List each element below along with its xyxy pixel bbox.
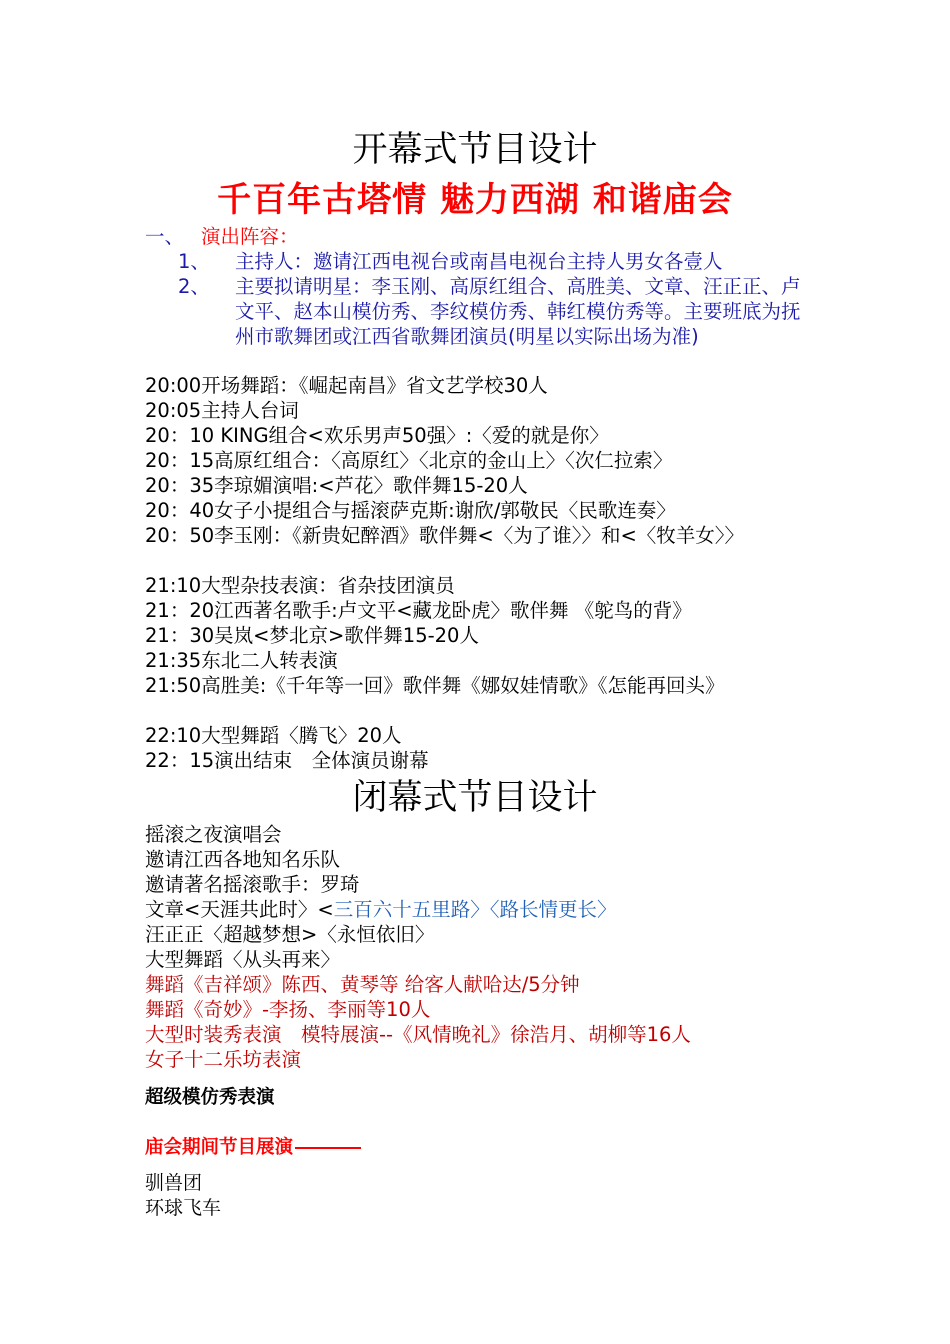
temple-fair-item: 驯兽团 <box>145 1172 203 1194</box>
super-imitation-show: 超级模仿秀表演 <box>145 1087 275 1108</box>
lineup-item-number: 2、 <box>178 275 210 298</box>
temple-fair-heading-text: 庙会期间节目展演 <box>145 1137 294 1158</box>
closing-line-wenzhang <box>145 897 616 922</box>
closing-line: 摇滚之夜演唱会 <box>145 823 282 846</box>
schedule-line: 22：15演出结束 全体演员谢幕 <box>145 749 429 772</box>
wenzhang-prefix: 文章<天涯共此时〉< <box>145 898 334 921</box>
schedule-line: 21:35东北二人转表演 <box>145 649 338 672</box>
section-label: 演出阵容： <box>201 225 299 248</box>
schedule-line: 20:00开场舞蹈：《崛起南昌》省文艺学校30人 <box>145 374 548 397</box>
schedule-line: 20：50李玉刚：《新贵妃醉酒》歌伴舞<〈为了谁〉〉和<〈牧羊女〉〉 <box>145 524 745 547</box>
closing-red-line: 舞蹈《奇妙》-李扬、李丽等10人 <box>145 998 431 1021</box>
closing-line: 邀请江西各地知名乐队 <box>145 848 341 871</box>
opening-subtitle: 千百年古塔情 魅力西湖 和谐庙会 <box>217 180 733 220</box>
section-heading <box>145 224 299 249</box>
schedule-line: 20：35李琼媚演唱:<芦花〉歌伴舞15-20人 <box>145 474 528 497</box>
temple-fair-item: 环球飞车 <box>145 1197 222 1219</box>
temple-fair-heading <box>145 1135 361 1160</box>
schedule-line: 21：30吴岚<梦北京>歌伴舞15-20人 <box>145 624 479 647</box>
schedule-line: 20:05主持人台词 <box>145 399 299 422</box>
closing-red-line: 女子十二乐坊表演 <box>145 1048 302 1071</box>
schedule-line: 20：40女子小提组合与摇滚萨克斯:谢欣/郭敬民〈民歌连奏〉 <box>145 499 676 522</box>
wenzhang-songs: 三百六十五里路〉〈路长情更长〉 <box>333 898 617 921</box>
closing-line: 大型舞蹈〈从头再来〉 <box>145 948 341 971</box>
opening-title: 开幕式节目设计 <box>352 130 598 170</box>
schedule-line: 22:10大型舞蹈〈腾飞〉20人 <box>145 724 402 747</box>
lineup-item-text: 主持人：邀请江西电视台或南昌电视台主持人男女各壹人 <box>235 250 723 273</box>
lineup-item-number: 1、 <box>178 250 210 273</box>
schedule-line: 20：15高原红组合：〈高原红〉〈北京的金山上〉〈次仁拉索〉 <box>145 449 673 472</box>
lineup-item-text: 主要拟请明星：李玉刚、高原红组合、高胜美、文章、汪正正、卢文平、赵本山模仿秀、李纹模仿秀、韩红模仿秀等。主要班底为抚州市歌舞团或江西省歌舞团演员(明星以实际出场为准) <box>235 275 801 348</box>
schedule-line: 21:10大型杂技表演：省杂技团演员 <box>145 574 455 597</box>
schedule-line: 20：10 KING组合<欢乐男声50强〉:〈爱的就是你〉 <box>145 424 609 447</box>
closing-line: 汪正正〈超越梦想>〈永恒依旧〉 <box>145 923 435 946</box>
closing-red-line: 大型时装秀表演 模特展演--《风情晚礼》徐浩月、胡柳等16人 <box>145 1023 691 1046</box>
closing-line: 邀请著名摇滚歌手：罗琦 <box>145 873 360 896</box>
schedule-line: 21:50高胜美:《千年等一回》歌伴舞《娜奴娃情歌》《怎能再回头》 <box>145 674 725 697</box>
section-number: 一、 <box>145 225 185 248</box>
schedule-line: 21：20江西著名歌手:卢文平<藏龙卧虎〉歌伴舞 《鸵鸟的背》 <box>145 599 692 622</box>
heading-dash-line <box>295 1147 361 1149</box>
closing-title: 闭幕式节目设计 <box>352 778 598 818</box>
closing-red-line: 舞蹈《吉祥颂》陈西、黄琴等 给客人献哈达/5分钟 <box>145 973 580 996</box>
